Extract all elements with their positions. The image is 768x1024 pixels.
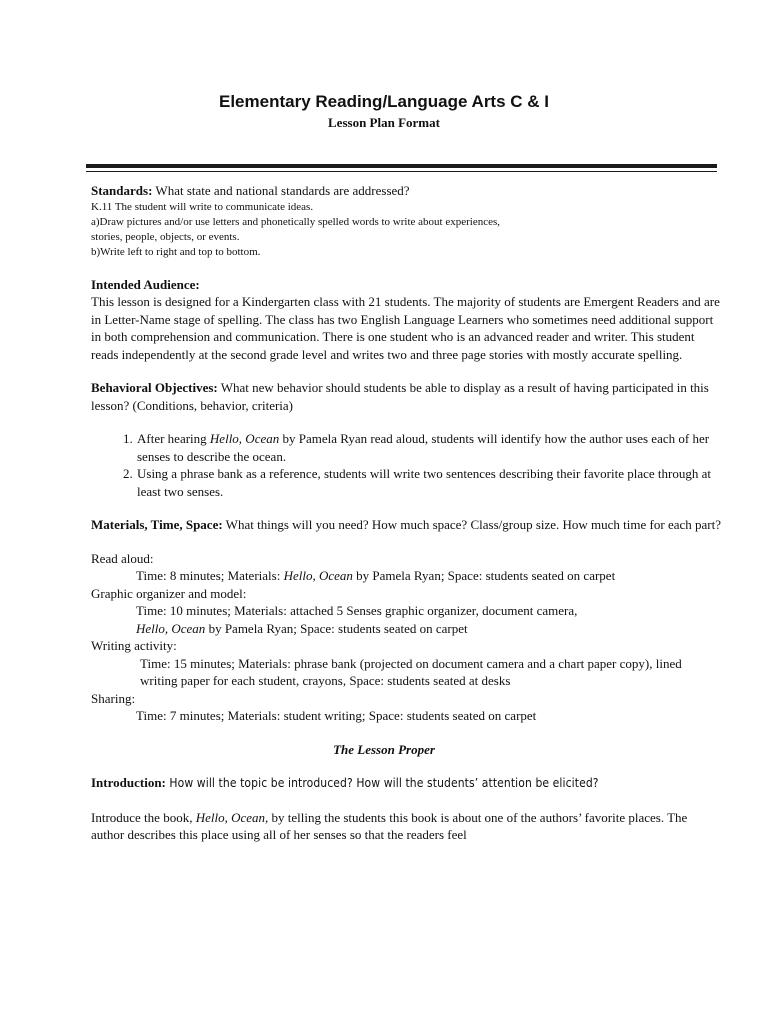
- organizer-line-2: [91, 620, 721, 638]
- read-aloud-book-title: Hello, Ocean: [283, 568, 353, 583]
- standards-line-2: a)Draw pictures and/or use letters and phonetically spelled words to write about experiences,: [91, 215, 500, 228]
- writing-heading: Writing activity:: [91, 638, 177, 653]
- organizer-line: Time: 10 minutes; Materials: attached 5 Senses graphic organizer, document camera,: [136, 603, 578, 618]
- introduction-before: Introduce the book,: [91, 809, 196, 825]
- audience-text: This lesson is designed for a Kindergarten class with 21 students. The majority of students are Emergent Readers and are in Letter-Name stage of spelling. The class has two English Language Learners who sometimes need additional support in both comprehension and communication. There is one student who is an advanced reader and writer. This student reads independently at the second grade level and writes two and three page stories with mostly accurate spelling.: [91, 294, 720, 362]
- standards-line-3: stories, people, objects, or events.: [91, 230, 240, 243]
- objectives-list: [91, 430, 721, 500]
- read-aloud-after: by Pamela Ryan; Space: students seated on carpet: [352, 568, 616, 583]
- introduction-text: [91, 809, 721, 844]
- objective-item-2: 2. Using a phrase bank as a reference, students will write two sentences describing their favorite place through at least two senses.: [136, 465, 721, 500]
- objective-1-before: After hearing: [137, 431, 210, 446]
- introduction-question: How will the topic be introduced? How will the students’ attention be elicited?: [165, 776, 599, 790]
- audience-label: Intended Audience:: [91, 276, 200, 292]
- document-subtitle: Lesson Plan Format: [328, 115, 440, 130]
- standards-line-1: K.11 The student will write to communicate ideas.: [91, 200, 314, 213]
- document-title: Elementary Reading/Language Arts C & I: [219, 92, 549, 111]
- objectives-heading: [91, 379, 721, 414]
- standards-line-4: b)Write left to right and top to bottom.: [91, 245, 261, 258]
- materials-question: What things will you need? How much space? Class/group size. How much time for each part?: [222, 517, 721, 532]
- objective-1-book-title: Hello, Ocean: [209, 431, 280, 446]
- objective-item-1: [136, 430, 721, 465]
- standards-label: Standards:: [91, 183, 153, 198]
- organizer-after: by Pamela Ryan; Space: students seated on carpet: [205, 620, 468, 636]
- objectives-label: Behavioral Objectives:: [91, 380, 218, 395]
- standards-question: What state and national standards are addressed?: [152, 183, 410, 198]
- sharing-detail: Time: 7 minutes; Materials: student writing; Space: students seated on carpet: [136, 708, 537, 723]
- standards-heading: [91, 182, 721, 200]
- organizer-book-title: Hello, Ocean: [136, 620, 206, 636]
- introduction-after: , by telling the students this book is about one of the authors’ favorite places. The author describes this place using all of her senses so that the readers feel: [91, 809, 688, 842]
- sharing-heading: Sharing:: [91, 690, 136, 706]
- read-aloud-heading: Read aloud:: [91, 550, 154, 566]
- introduction-heading: [91, 774, 721, 793]
- introduction-label: Introduction:: [91, 775, 166, 790]
- objectives-question: What new behavior should students be able to display as a result of having participated in this lesson? (Conditions, behavior, criteria): [91, 380, 709, 413]
- materials-label: Materials, Time, Space:: [91, 517, 223, 532]
- writing-detail: Time: 15 minutes; Materials: phrase bank (projected on document camera and a chart paper copy), lined writing paper for each student, crayons, Space: students seated at desks: [140, 655, 682, 688]
- lesson-proper-heading: The Lesson Proper: [333, 741, 435, 757]
- objective-1-after: by Pamela Ryan read aloud, students will identify how the author uses each of her senses to describe the ocean.: [137, 431, 710, 464]
- read-aloud-before: Time: 8 minutes; Materials:: [136, 568, 284, 583]
- header-rule-thin: [86, 171, 717, 172]
- read-aloud-detail: [91, 567, 721, 585]
- header-rule-thick: [86, 164, 717, 168]
- organizer-heading: Graphic organizer and model:: [91, 585, 247, 601]
- materials-heading: [91, 516, 721, 534]
- document-body: [91, 182, 721, 844]
- introduction-book-title: Hello, Ocean: [195, 809, 266, 825]
